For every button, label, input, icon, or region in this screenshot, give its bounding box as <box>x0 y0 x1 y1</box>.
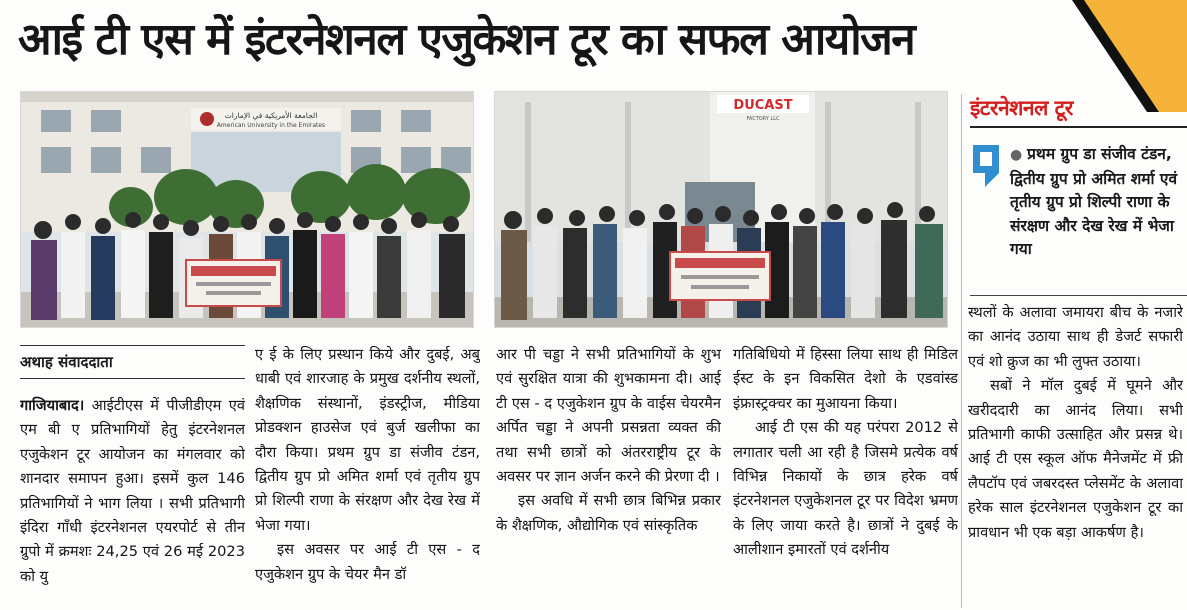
factory-sign-sub: FACTORY LLC <box>746 116 780 122</box>
quote-icon <box>971 143 1001 189</box>
article-column-3 <box>496 343 721 608</box>
byline-rule-top <box>20 345 245 346</box>
byline: अथाह संवाददाता <box>20 353 113 371</box>
bullet-dot: ● <box>1010 147 1028 163</box>
column-rule <box>961 94 962 608</box>
sidebar-divider-bottom <box>970 295 1187 296</box>
group-photo-university <box>20 91 474 328</box>
article-col5-para2: सबों ने मॉल दुबई में घूमने और खरीददारी का आनंद लिया। सभी प्रतिभागी काफी उत्साहित और प्रसन्न थे। आई टी एस स्कूल ऑफ मैनेजमेंट में फ्री लैपटॉप एवं जबरदस्त प्लेसमेंट के अलावा हरेक साल इंटरनेशनल एजुकेशन टूर का प्रावधान भी एक बड़ा आकर्षण है। <box>968 377 1183 541</box>
article-col3-para2: इस अवधि में सभी छात्र बिभिन्न प्रकार के शैक्षणिक, औद्योगिक एवं सांस्कृतिक <box>496 492 721 534</box>
article-column-1 <box>20 394 245 608</box>
article-column-2 <box>255 343 480 608</box>
article-column-4 <box>733 343 958 608</box>
dateline: गाजियाबाद। <box>20 397 85 414</box>
headline: आई टी एस में इंटरनेशनल एजुकेशन टूर का सफल आयोजन <box>18 14 915 65</box>
article-col2-para2: इस अवसर पर आई टी एस - द एजुकेशन ग्रुप के चेयर मैन डॉ <box>255 541 480 583</box>
article-col4-para1: गतिबिधियो में हिस्सा लिया साथ ही मिडिल ईस्ट के इन विकसित देशो के एडवांस्ड इंफ्रास्ट्रक्चर का मुआयना किया। <box>733 346 958 412</box>
article-col2-para1: ए ई के लिए प्रस्थान किये और दुबई, अबु धाबी एवं शारजाह के प्रमुख दर्शनीय स्थलों, शैक्षणिक संस्थानों, इंडस्ट्रीज, मीडिया प्रोडक्शन हाउसेज एवं बुर्ज खलीफा का दौरा किया। प्रथम ग्रुप डा संजीव टंडन, द्वितीय ग्रुप प्रो अमित शर्मा एवं तृतीय ग्रुप प्रो शिल्पी राणा के संरक्षण और देख रेख में भेजा गया। <box>255 346 480 534</box>
article-col5-para1: स्थलों के अलावा जमायरा बीच के नजारे का आनंद उठाया साथ ही डेजर्ट सफारी एवं शो क्रुज का भी लुफ्त उठाया। <box>968 304 1183 370</box>
article-col3-para1: आर पी चड्डा ने सभी प्रतिभागियों के शुभ एवं सुरक्षित यात्रा की शुभकामना दी। आई टी एस - द एजुकेशन ग्रुप के वाईस चेयरमैन अर्पित चड्डा ने अपनी प्रसन्नता व्यक्त की तथा सभी छात्रों को अंतरराष्ट्रीय टूर के अवसर पर ज्ञान अर्जन करने की प्रेरणा दी । <box>496 346 721 486</box>
article-col4-para2: आई टी एस की यह परंपरा 2012 से लगातार चली आ रही है जिसमे प्रत्येक वर्ष विभिन्न निकायों के छात्र हरेक वर्ष इंटरनेशनल एजुकेशनल टूर पर विदेश भ्रमण के लिए जाया करते है। छात्रों ने दुबई के आलीशान इमारतों एवं दर्शनीय <box>733 419 958 559</box>
sidebar-highlight-text: प्रथम ग्रुप डा संजीव टंडन, द्वितीय ग्रुप प्रो अमित शर्मा एवं तृतीय ग्रुप प्रो शिल्पी राणा के संरक्षण और देख रेख में भेजा गया <box>1010 145 1178 258</box>
group-photo-factory <box>494 91 948 328</box>
article-column-5 <box>968 301 1183 608</box>
university-sign-arabic: الجامعة الأمريكية في الإمارات <box>224 111 318 120</box>
sidebar-title: इंटरनेशनल टूर <box>970 96 1073 120</box>
sidebar-divider <box>970 126 1187 128</box>
factory-sign: DUCAST <box>733 98 793 113</box>
article-col1-text: आईटीएस में पीजीडीएम एवं एम बी ए प्रतिभागियों हेतु इंटरनेशनल एजुकेशन टूर आयोजन का मंगलवार को शानदार समापन हुआ। इसमें कुल 146 प्रतिभागियों ने भाग लिया । सभी प्रतिभागी इंदिरा गाँधी इंटरनेशनल एयरपोर्ट से तीन ग्रुपो में क्रमशः 24,25 एवं 26 मई 2023 को यु <box>20 397 245 585</box>
byline-rule-bottom <box>20 378 245 379</box>
sidebar-highlight <box>1010 143 1185 262</box>
university-sign-english: American University in the Emirates <box>216 122 326 129</box>
